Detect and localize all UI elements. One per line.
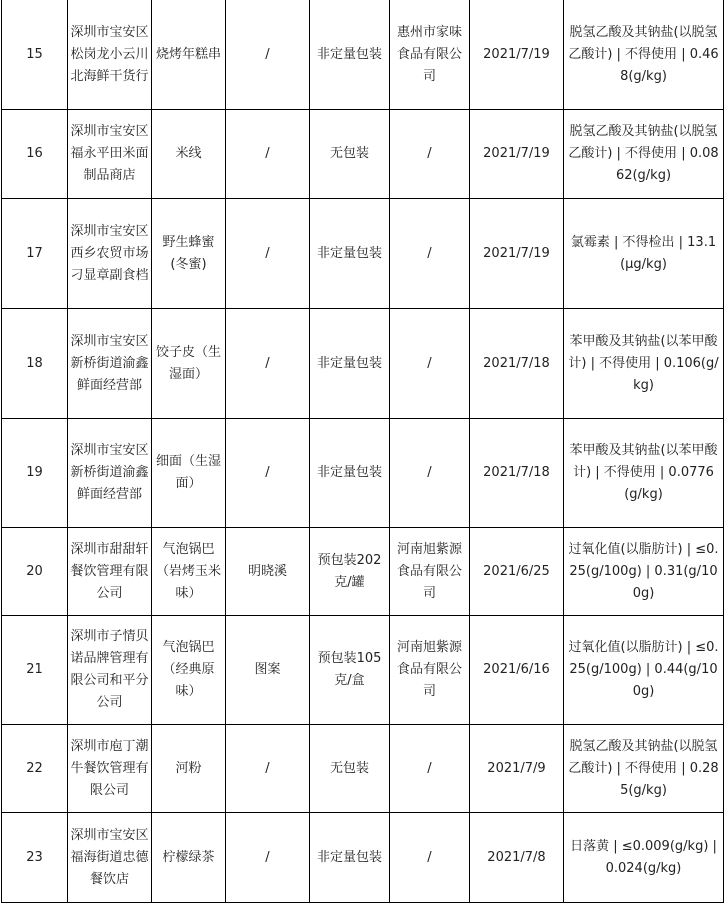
- cell-brand: /: [226, 309, 310, 419]
- table-row: [2, 199, 724, 309]
- cell-store: 深圳市宝安区福海街道忠德餐饮店: [68, 813, 152, 903]
- cell-producer: /: [390, 309, 470, 419]
- cell-store: 深圳市庖丁潮牛餐饮管理有限公司: [68, 725, 152, 813]
- cell-producer: /: [390, 110, 470, 199]
- cell-date: 2021/7/8: [470, 813, 564, 903]
- cell-item: 脱氢乙酸及其钠盐(以脱氢乙酸计) | 不得使用 | 0.468(g/kg): [564, 0, 724, 110]
- cell-no: 19: [2, 419, 68, 528]
- table-row: [2, 309, 724, 419]
- cell-no: 18: [2, 309, 68, 419]
- cell-store: 深圳市子情贝诺品牌管理有限公司和平分公司: [68, 616, 152, 725]
- cell-item: 过氧化值(以脂肪计) | ≤0.25(g/100g) | 0.31(g/100g): [564, 528, 724, 616]
- cell-item: 脱氢乙酸及其钠盐(以脱氢乙酸计) | 不得使用 | 0.0862(g/kg): [564, 110, 724, 199]
- cell-brand: 图案: [226, 616, 310, 725]
- cell-producer: /: [390, 199, 470, 309]
- table-row: [2, 0, 724, 110]
- cell-brand: /: [226, 419, 310, 528]
- cell-no: 23: [2, 813, 68, 903]
- cell-date: 2021/7/19: [470, 199, 564, 309]
- cell-no: 17: [2, 199, 68, 309]
- cell-spec: 非定量包装: [310, 309, 390, 419]
- inspection-table: [1, 0, 724, 903]
- cell-store: 深圳市宝安区福永平田米面制品商店: [68, 110, 152, 199]
- cell-item: 日落黄 | ≤0.009(g/kg) | 0.024(g/kg): [564, 813, 724, 903]
- cell-spec: 非定量包装: [310, 813, 390, 903]
- cell-producer: 惠州市家味食品有限公司: [390, 0, 470, 110]
- cell-product: 米线: [152, 110, 226, 199]
- cell-producer: /: [390, 725, 470, 813]
- cell-date: 2021/6/16: [470, 616, 564, 725]
- cell-producer: 河南旭紫源食品有限公司: [390, 528, 470, 616]
- cell-brand: /: [226, 0, 310, 110]
- table-row: [2, 616, 724, 725]
- cell-product: 气泡锅巴（经典原味）: [152, 616, 226, 725]
- cell-no: 16: [2, 110, 68, 199]
- cell-item: 氯霉素 | 不得检出 | 13.1(μg/kg): [564, 199, 724, 309]
- table-row: [2, 110, 724, 199]
- cell-store: 深圳市宝安区西乡农贸市场刁显章副食档: [68, 199, 152, 309]
- cell-brand: /: [226, 199, 310, 309]
- cell-brand: /: [226, 110, 310, 199]
- cell-store: 深圳市甜甜轩餐饮管理有限公司: [68, 528, 152, 616]
- cell-item: 脱氢乙酸及其钠盐(以脱氢乙酸计) | 不得使用 | 0.285(g/kg): [564, 725, 724, 813]
- cell-date: 2021/7/18: [470, 419, 564, 528]
- cell-product: 河粉: [152, 725, 226, 813]
- cell-brand: /: [226, 725, 310, 813]
- cell-no: 15: [2, 0, 68, 110]
- cell-product: 气泡锅巴（岩烤玉米味）: [152, 528, 226, 616]
- cell-product: 柠檬绿茶: [152, 813, 226, 903]
- cell-product: 烧烤年糕串: [152, 0, 226, 110]
- table-row: [2, 813, 724, 903]
- cell-store: 深圳市宝安区新桥街道渝鑫鲜面经营部: [68, 309, 152, 419]
- cell-producer: /: [390, 813, 470, 903]
- table-row: [2, 725, 724, 813]
- cell-item: 苯甲酸及其钠盐(以苯甲酸计) | 不得使用 | 0.0776(g/kg): [564, 419, 724, 528]
- cell-date: 2021/6/25: [470, 528, 564, 616]
- cell-spec: 无包装: [310, 110, 390, 199]
- cell-spec: 无包装: [310, 725, 390, 813]
- cell-spec: 非定量包装: [310, 199, 390, 309]
- cell-producer: 河南旭紫源食品有限公司: [390, 616, 470, 725]
- cell-product: 细面（生湿面）: [152, 419, 226, 528]
- cell-producer: /: [390, 419, 470, 528]
- cell-no: 22: [2, 725, 68, 813]
- cell-date: 2021/7/9: [470, 725, 564, 813]
- cell-date: 2021/7/19: [470, 110, 564, 199]
- cell-product: 饺子皮（生湿面）: [152, 309, 226, 419]
- cell-spec: 预包装202克/罐: [310, 528, 390, 616]
- cell-spec: 预包装105克/盒: [310, 616, 390, 725]
- table-row: [2, 528, 724, 616]
- cell-spec: 非定量包装: [310, 0, 390, 110]
- cell-product: 野生蜂蜜(冬蜜): [152, 199, 226, 309]
- cell-brand: /: [226, 813, 310, 903]
- cell-item: 苯甲酸及其钠盐(以苯甲酸计) | 不得使用 | 0.106(g/kg): [564, 309, 724, 419]
- cell-no: 21: [2, 616, 68, 725]
- table-row: [2, 419, 724, 528]
- cell-store: 深圳市宝安区新桥街道渝鑫鲜面经营部: [68, 419, 152, 528]
- cell-no: 20: [2, 528, 68, 616]
- cell-store: 深圳市宝安区松岗龙小云川北海鲜干货行: [68, 0, 152, 110]
- cell-brand: 明晓溪: [226, 528, 310, 616]
- cell-date: 2021/7/18: [470, 309, 564, 419]
- cell-item: 过氧化值(以脂肪计) | ≤0.25(g/100g) | 0.44(g/100g): [564, 616, 724, 725]
- cell-date: 2021/7/19: [470, 0, 564, 110]
- cell-spec: 非定量包装: [310, 419, 390, 528]
